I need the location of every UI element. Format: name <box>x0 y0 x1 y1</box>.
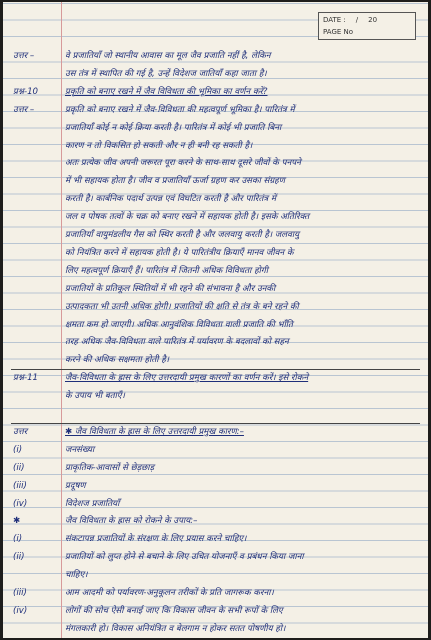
line-label: (i) <box>13 444 23 455</box>
handwritten-line: मंगलकारी हो। विकास अनियंत्रित व बेलगाम न होकर सतत पोषणीय हो। <box>65 623 286 634</box>
line-label: (iv) <box>13 605 28 616</box>
handwritten-line: प्रजातियाँ कोई न कोई क्रिया करती है। पारितंत्र में कोई भी प्रजाति बिना <box>65 122 282 133</box>
margin-line <box>61 2 62 638</box>
line-label <box>13 66 61 82</box>
line-label: उत्तर <box>13 426 28 437</box>
handwritten-line: प्रकृति को बनाए रखने में जैव-विविधता की महत्वपूर्ण भूमिका है। पारितंत्र में <box>65 104 295 115</box>
line-label: (i) <box>13 534 23 545</box>
handwritten-line: उत्पादकता भी उतनी अधिक होगी। प्रजातियों की क्षति से तंत्र के बने रहने की <box>65 301 299 312</box>
section-divider <box>11 423 420 424</box>
line-label: (iii) <box>13 588 27 598</box>
handwritten-line: करती है। कार्बनिक पदार्थ उत्पन्न एवं विघटित करती है और पारितंत्र में <box>65 194 276 205</box>
handwritten-line: प्रजातियाँ वायुमंडलीय गैस को स्थिर करती है और जलवायु करती है। जलवायु <box>65 230 300 240</box>
line-label <box>13 567 61 583</box>
handwritten-line: प्रदूषण <box>65 480 86 491</box>
line-label: प्रश्न-10 <box>13 86 39 97</box>
line-label <box>13 334 61 350</box>
handwritten-line: प्राकृतिक-आवासों से छेड़छाड़ <box>65 462 155 473</box>
line-label: (iii) <box>13 480 27 491</box>
handwritten-line: ✱ जैव विविधता के ह्रास के लिए उत्तरदायी प्रमुख कारण:– <box>65 426 244 437</box>
date-year: 20 <box>368 16 378 24</box>
line-label: (ii) <box>13 462 25 473</box>
handwritten-line: कारण न तो विकसित हो सकती और न ही बनी रह सकती है। <box>65 140 253 151</box>
line-label <box>13 155 61 171</box>
line-label <box>13 245 61 261</box>
line-label <box>13 138 61 154</box>
line-label <box>13 388 61 404</box>
line-label <box>13 191 61 207</box>
page-number-label: PAGE No <box>323 28 354 36</box>
handwritten-line: वे प्रजातियाँ जो स्थानीय आवास का मूल जैव प्रजाति नहीं है, लेकिन <box>65 51 271 61</box>
handwritten-line: में भी सहायक होता है। जीव व प्रजातियाँ ऊर्जा ग्रहण कर उसका संग्रहण <box>65 176 285 187</box>
handwritten-line: को नियंत्रित करने में सहायक होती है। ये पारितंत्रीय क्रियाएँ मानव जीवन के <box>65 247 294 258</box>
line-label <box>13 299 61 315</box>
handwritten-line: करने की अधिक सक्षमता होती है। <box>65 355 170 366</box>
handwritten-line: विदेशज प्रजातियाँ <box>65 498 120 509</box>
date-page-box <box>318 12 416 40</box>
handwritten-line: जल व पोषक तत्वों के चक्र को बनाए रखने में सहायक होती है। इसके अतिरिक्त <box>65 212 310 223</box>
line-label: (ii) <box>13 552 25 563</box>
line-label: प्रश्न-11 <box>13 373 39 384</box>
handwritten-line: संकटापन्न प्रजातियों के संरक्षण के लिए प्रयास करने चाहिए। <box>65 534 247 545</box>
handwritten-line: जैव विविधता के ह्रास को रोकने के उपाय:– <box>65 516 198 527</box>
line-label: ✱ <box>13 516 21 527</box>
handwritten-line: आम आदमी को पर्यावरण-अनुकूलन तरीकों के प्रति जागरूक करना। <box>65 588 274 598</box>
handwritten-line: जनसंख्या <box>65 444 95 455</box>
line-label <box>13 281 61 297</box>
handwritten-line: क्षमता कम हो जाएगी। अधिक आनुवंशिक विविधता वाली प्रजाति की भाँति <box>65 319 293 330</box>
date-label: DATE : <box>323 16 346 24</box>
notebook-page <box>3 2 428 638</box>
line-label <box>13 406 61 422</box>
handwritten-line: तरह अधिक जैव-विविधता वाले पारितंत्र में पर्यावरण के बदलावों को सहन <box>65 337 289 348</box>
section-divider <box>11 369 420 370</box>
handwritten-line: उस तंत्र में स्थापित की गई है, उन्हें विदेशज जातियाँ कहा जाता है। <box>65 68 267 79</box>
handwritten-line: प्रजातियों के प्रतिकूल स्थितियों में भी रहने की संभावना है और उनकी <box>65 283 276 294</box>
line-label: (iv) <box>13 498 28 509</box>
line-label <box>13 263 61 279</box>
handwritten-line: प्रजातियों को लुप्त होने से बचाने के लिए उचित योजनाएँ व प्रबंधन किया जाना <box>65 552 304 563</box>
line-label <box>13 173 61 189</box>
handwritten-line: लिए महत्वपूर्ण क्रियाएँ हैं। पारितंत्र में जितनी अधिक विविधता होगी <box>65 265 268 276</box>
handwritten-line: जैव-विविधता के ह्रास के लिए उत्तरदायी प्रमुख कारणों का वर्णन करें। इसे रोकने <box>65 373 309 384</box>
handwritten-line: प्रकृति को बनाए रखने में जैव विविधता की भूमिका का वर्णन करें? <box>65 86 268 97</box>
line-label <box>13 227 61 243</box>
line-label: उत्तर – <box>13 104 35 115</box>
handwritten-line: अतः प्रत्येक जीव अपनी जरूरत पूरा करने के साथ-साथ दूसरे जीवों के पनपने <box>65 158 301 169</box>
date-slash: / <box>355 16 359 24</box>
handwritten-line: चाहिए। <box>65 570 88 581</box>
line-label <box>13 352 61 368</box>
handwritten-line: के उपाय भी बताएँ। <box>65 391 125 402</box>
handwritten-line <box>65 406 422 422</box>
line-label <box>13 621 61 637</box>
line-label <box>13 317 61 333</box>
line-label: उत्तर – <box>13 51 35 61</box>
line-label <box>13 120 61 136</box>
line-label <box>13 209 61 225</box>
handwritten-line: लोगों की सोच ऐसी बनाई जाए कि विकास जीवन के सभी रूपों के लिए <box>65 605 283 616</box>
